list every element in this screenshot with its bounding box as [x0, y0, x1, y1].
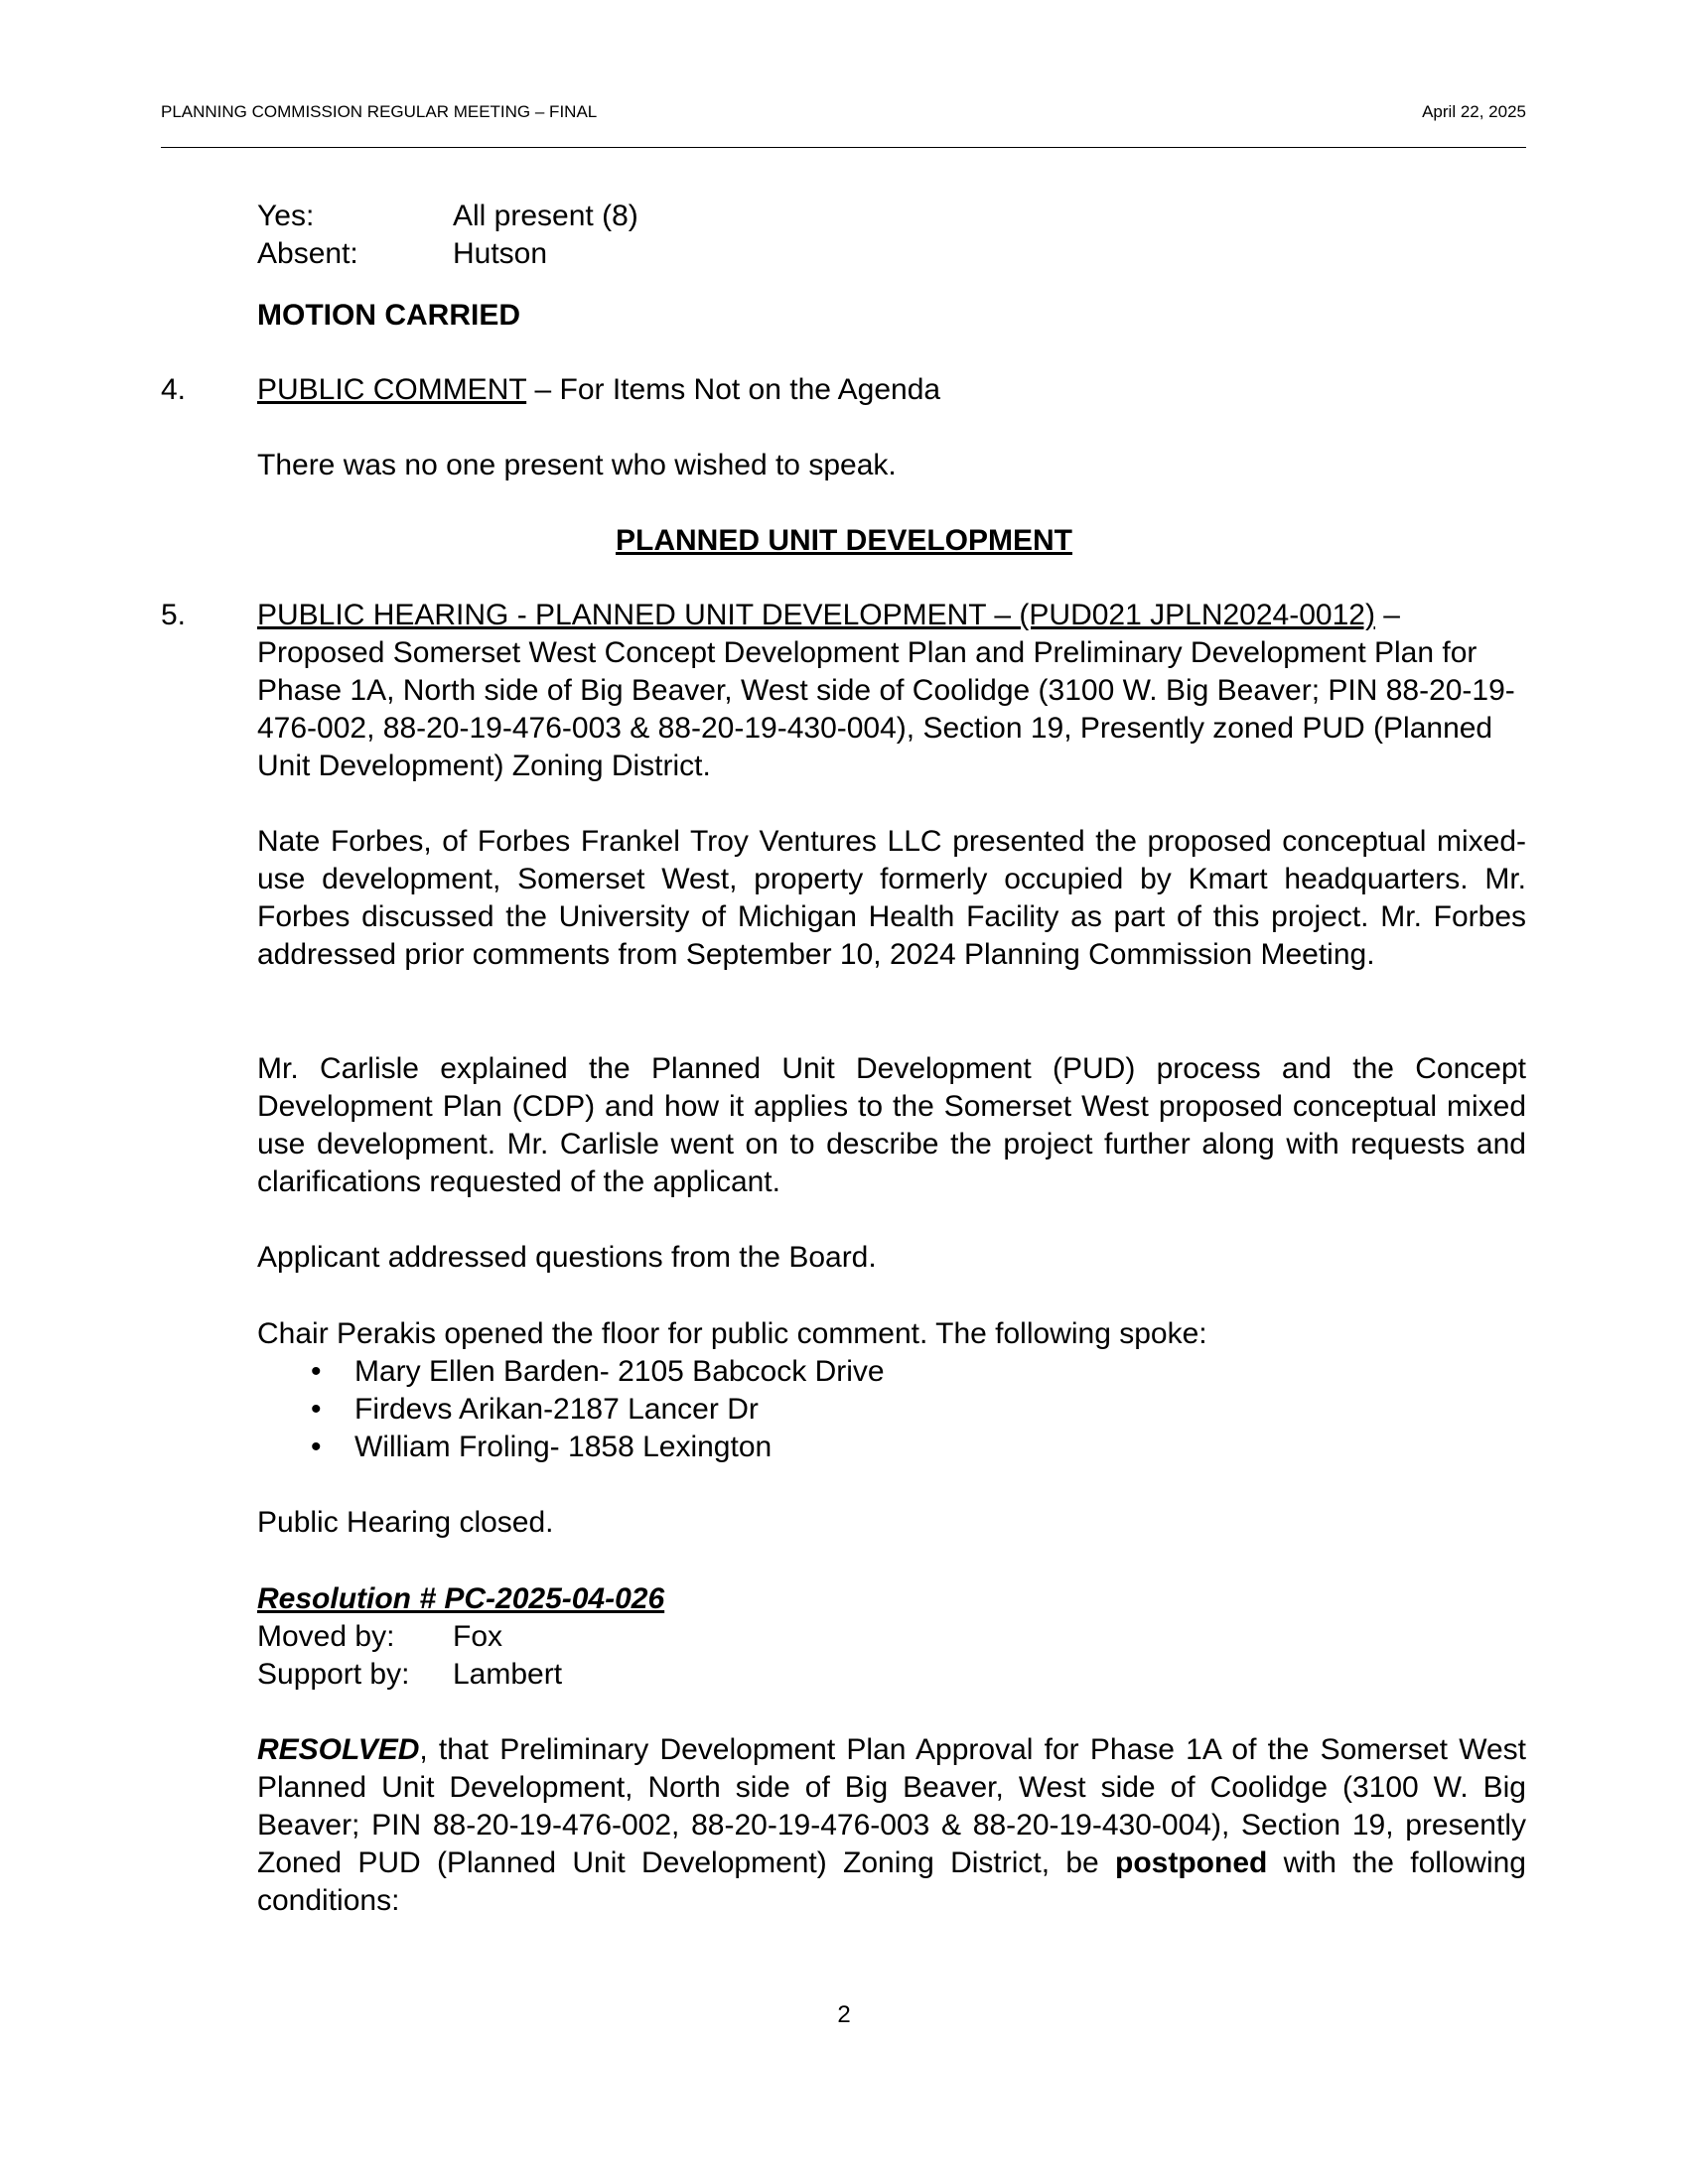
moved-by-value: Fox — [453, 1620, 503, 1653]
postponed-keyword: postponed — [1115, 1846, 1268, 1879]
item4-title: PUBLIC COMMENT — [257, 373, 527, 406]
speaker-name: William Froling- 1858 Lexington — [354, 1431, 773, 1463]
page-number: 2 — [837, 2001, 851, 2028]
public-comment-block — [257, 1315, 1526, 1466]
item5-description: Proposed Somerset West Concept Development Plan and Preliminary Development Plan for Phase 1A, North side of Big Beaver, West side of Coolidge (3100 W. Big Beaver; PIN 88-20-19-476-002, 88-20-19-476-003 & 88-20-19-430-004), Section 19, Presently zoned PUD (Planned Unit Development) Zoning District. — [257, 636, 1515, 782]
item4-number: 4. — [161, 373, 187, 406]
bullet-icon: • — [311, 1393, 322, 1426]
resolution-moved-row — [257, 1618, 1526, 1656]
vote-yes-value: All present (8) — [453, 200, 638, 232]
support-by-value: Lambert — [453, 1658, 563, 1691]
resolution-text-after: with the following conditions: — [257, 1846, 1526, 1917]
item5-title-suffix: – — [1374, 599, 1400, 631]
resolution-support-row — [257, 1656, 1526, 1694]
item4-heading — [257, 371, 1526, 409]
header-divider — [161, 147, 1526, 148]
header-date: April 22, 2025 — [1422, 102, 1526, 121]
resolution-text — [257, 1731, 1526, 1920]
item5-block — [257, 597, 1526, 785]
bullet-icon: • — [311, 1355, 322, 1388]
list-item — [257, 1391, 1526, 1429]
resolution-text-before: , that Preliminary Development Plan Approval for Phase 1A of the Somerset West Planned Unit Development, North side of Big Beaver, West side of Coolidge (3100 W. Big Beaver; PIN 88-20-19-476-002, 88-20-19-476-003 & 88-20-19-430-004), Section 19, presently Zoned PUD (Planned Unit Development) Zoning District, be — [257, 1733, 1526, 1879]
list-item — [257, 1429, 1526, 1466]
support-by-label: Support by: — [257, 1658, 410, 1691]
resolution-title: Resolution # PC-2025-04-026 — [257, 1582, 665, 1615]
item5-title: PUBLIC HEARING - PLANNED UNIT DEVELOPMENT – (PUD021 JPLN2024-0012) — [257, 599, 1375, 631]
vote-block — [257, 198, 1526, 273]
resolution-block — [257, 1580, 1526, 1694]
item5-heading — [257, 597, 1526, 634]
speaker-name: Firdevs Arikan-2187 Lancer Dr — [354, 1393, 759, 1426]
section-heading: PLANNED UNIT DEVELOPMENT — [615, 524, 1073, 557]
item5-paragraph-forbes: Nate Forbes, of Forbes Frankel Troy Ventures LLC presented the proposed conceptual mixed-use development, Somerset West, property formerly occupied by Kmart headquarters. Mr. Forbes discussed the University of Michigan Health Facility as part of this project. Mr. Forbes addressed prior comments from September 10, 2024 Planning Commission Meeting. — [257, 825, 1526, 971]
resolved-keyword: RESOLVED — [257, 1733, 420, 1766]
vote-yes-label: Yes: — [257, 200, 315, 232]
vote-absent-row — [257, 235, 1526, 273]
item5-paragraph-carlisle: Mr. Carlisle explained the Planned Unit Development (PUD) process and the Concept Development Plan (CDP) and how it applies to the Somerset West proposed conceptual mixed use development. Mr. Carlisle went on to describe the project further along with requests and clarifications requested of the applicant. — [257, 1052, 1526, 1198]
item4-text: There was no one present who wished to speak. — [257, 449, 897, 481]
item5-number: 5. — [161, 599, 187, 631]
moved-by-label: Moved by: — [257, 1620, 395, 1653]
item4-title-suffix: – For Items Not on the Agenda — [526, 373, 941, 406]
item5-paragraph-applicant: Applicant addressed questions from the Board. — [257, 1241, 877, 1274]
speaker-name: Mary Ellen Barden- 2105 Babcock Drive — [354, 1355, 885, 1388]
vote-absent-label: Absent: — [257, 237, 358, 270]
vote-yes-row — [257, 198, 1526, 235]
public-hearing-closed: Public Hearing closed. — [257, 1506, 554, 1539]
vote-absent-value: Hutson — [453, 237, 548, 270]
public-comment-intro: Chair Perakis opened the floor for public comment. The following spoke: — [257, 1317, 1207, 1350]
header-title: PLANNING COMMISSION REGULAR MEETING – FINAL — [161, 102, 598, 121]
bullet-icon: • — [311, 1431, 322, 1463]
motion-result: MOTION CARRIED — [257, 299, 520, 332]
list-item — [257, 1353, 1526, 1391]
speaker-list — [257, 1353, 1526, 1466]
